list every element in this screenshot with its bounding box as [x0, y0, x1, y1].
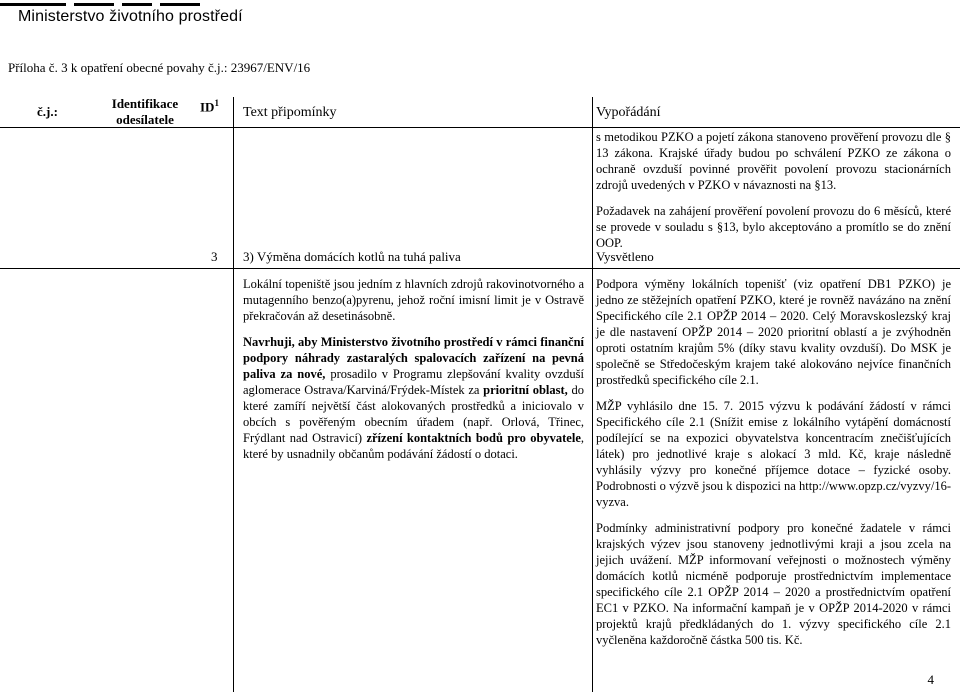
- header-rule-2: [74, 3, 114, 6]
- comment-normal-3: , které by usnadnily občanům podávání žádostí o dotaci.: [243, 431, 584, 461]
- attachment-line: Příloha č. 3 k opatření obecné povahy č.j.: 23967/ENV/16: [8, 60, 311, 75]
- header-vyporadani: Vypořádání: [596, 105, 661, 120]
- cont-paragraph-2: Požadavek na zahájení prověření povolení provozu do 6 měsíců, které se provede v souladu s §13, bylo akceptováno a promítlo se do znění OOP.: [596, 204, 951, 250]
- continuation-block: [596, 129, 951, 261]
- header-id-sup: 1: [214, 98, 219, 108]
- comment-bold-2: prioritní oblast,: [483, 383, 568, 397]
- row-divider: [0, 268, 960, 269]
- header-id: [200, 98, 219, 115]
- col-divider-2: [592, 97, 593, 692]
- header-text: Text připomínky: [243, 105, 337, 120]
- row-id: 3: [211, 249, 218, 264]
- comment-paragraph-1: Lokální topeniště jsou jedním z hlavních zdrojů rakovinotvorného a mutagenního benzo(a)pyrenu, jehož roční imisní limit je v Ostravě překračován až desetinásobně.: [243, 277, 584, 323]
- row-title: 3) Výměna domácích kotlů na tuhá paliva: [243, 249, 461, 264]
- comment-bold-3: zřízení kontaktních bodů pro obyvatele: [366, 431, 581, 445]
- header-band: [0, 0, 960, 36]
- response-block: [596, 276, 951, 658]
- response-paragraph-2: MŽP vyhlásilo dne 15. 7. 2015 výzvu k podávání žádostí v rámci Specifického cíle 2.1 (Snížit emise z lokálního vytápění domácností podílející se na expozici obyvatelstva koncentracím znečišťujících látek) pro jednotlivé kraje s alokací 3 mld. Kč, kraje následně vyhlásily výzvy pro konečné příjemce dotace – fyzické osoby. Podrobnosti o výzvě jsou k dispozici na http://www.opzp.cz/vyzvy/16-vyzva.: [596, 399, 951, 509]
- header-ident-line2: odesílatele: [116, 112, 174, 127]
- header-cj: č.j.:: [37, 104, 58, 119]
- header-ident-line1: Identifikace: [111, 96, 179, 111]
- header-row-divider: [0, 127, 960, 128]
- comment-paragraph-2: [243, 334, 584, 462]
- page-number: 4: [927, 672, 934, 687]
- comment-normal-1: prosadilo v Programu zlepšování kvality ovzduší aglomerace Ostrava/Karviná/Frýdek-Místek za: [243, 367, 584, 397]
- header-ident: [104, 96, 186, 128]
- row-status: Vysvětleno: [596, 249, 654, 264]
- response-paragraph-1: Podpora výměny lokálních topenišť (viz opatření DB1 PZKO) je jedno ze stěžejních opatření PZKO, které je rovněž navázáno na znění Specifického cíle 2.1 OPŽP 2014 – 2020. Celý Moravskoslezský kraj je dle nastavení OPŽP 2014 – 2020 prioritní oblastí a je zvýhodněn oproti ostatním krajům 5% (díky stavu kvality ovzduší). Do MSK je společně se Středočeským krajem také alokováno nejvíce finančních prostředků specifického cíle 2.1.: [596, 277, 951, 387]
- header-id-label: ID: [200, 99, 215, 115]
- response-paragraph-3: Podmínky administrativní podpory pro konečné žadatele v rámci krajských výzev jsou stanoveny jednotlivými kraji a jsou zcela na jejich uvážení. MŽP informovaní veřejnosti o možnostech výměny domácích kotlů nicméně podporuje prostřednictvím implementace specifického cíle 2.1 OPŽP 2014 – 2020 a prostřednictvím opatření EC1 v PZKO. Na informační kampaň je v OPŽP 2014-2020 v rámci projektů krajů předkládaných do 1. výzvy specifického cíle 2.1 vyčleněna každoročně částka 500 tis. Kč.: [596, 521, 951, 647]
- cont-paragraph-1: s metodikou PZKO a pojetí zákona stanoveno prověření provozu dle § 13 zákona. Krajské úřady budou po schválení PZKO ze zákona o ochraně ovzduší povinné prověřit povolení provozu stacionárních zdrojů uvedených v PZKO v návaznosti na §13.: [596, 130, 951, 192]
- header-rule-4: [160, 3, 200, 6]
- comment-bold-1: Navrhuji, aby Ministerstvo životního prostředí v rámci finanční podpory náhrady zastaralých spalovacích zařízení na pevná paliva za nové,: [243, 335, 584, 381]
- comment-block: [243, 276, 584, 472]
- col-divider-1: [233, 97, 234, 692]
- header-rule-1: [0, 3, 66, 6]
- header-rule-3: [122, 3, 152, 6]
- ministry-name: Ministerstvo životního prostředí: [18, 8, 243, 25]
- comment-normal-2: do které zamíří největší část alokovaných prostředků a iniciovalo v obcích s pověřeným obecním úřadem (např. Orlová, Třinec, Frýdlant nad Ostravicí): [243, 383, 584, 445]
